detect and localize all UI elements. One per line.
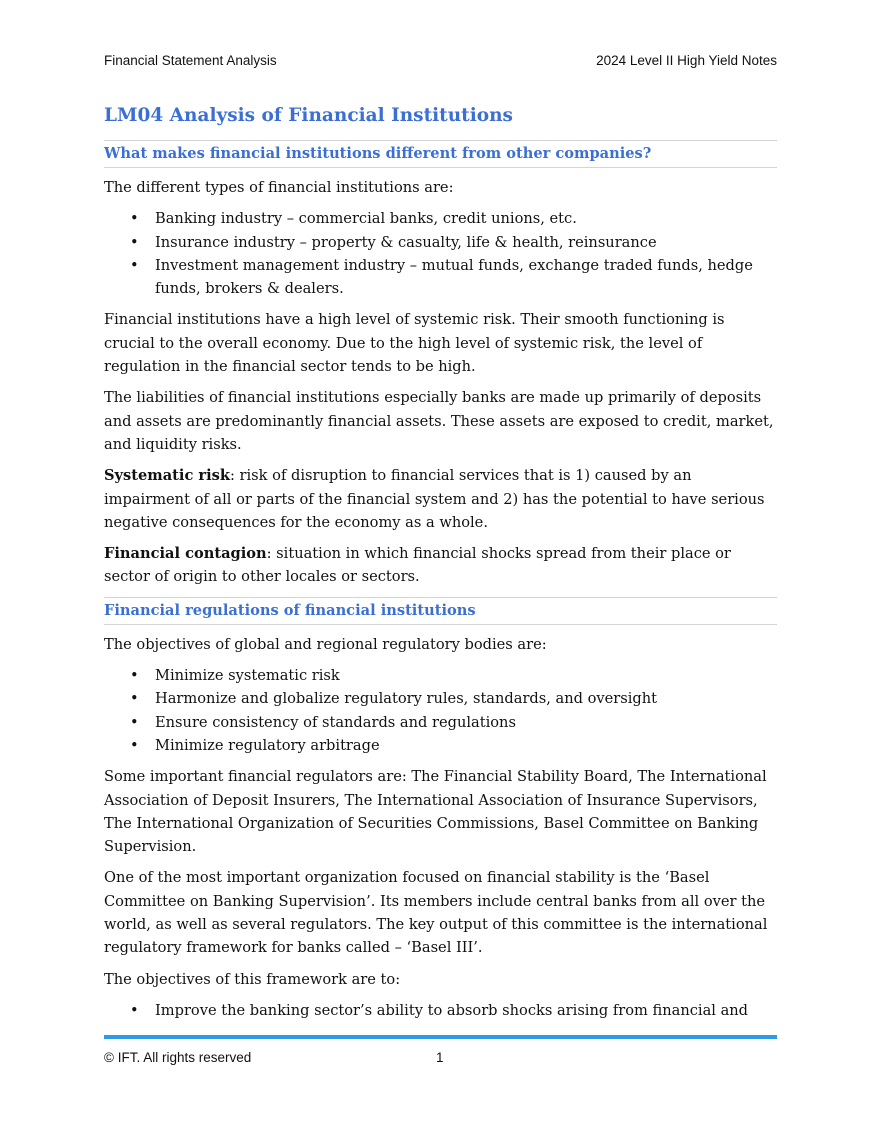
list-item: • Banking industry – commercial banks, credit unions, etc. bbox=[104, 207, 777, 230]
section-heading-differences: What makes financial institutions different from other companies? bbox=[104, 140, 777, 168]
definition-text: : risk of disruption to financial services that is 1) caused by an impairment of all or parts of the financial system and 2) has the potential to have serious negative consequences for the economy as a whole. bbox=[104, 467, 765, 531]
paragraph: One of the most important organization focused on financial stability is the ‘Basel Committee on Banking Supervision’. Its members include central banks from all over the world, as well as several regulators. The key output of this committee is the international regulatory framework for banks called – ‘Basel III’. bbox=[104, 869, 768, 957]
paragraph: Some important financial regulators are: The Financial Stability Board, The International Association of Deposit Insurers, The International Association of Insurance Supervisors, The International Organization of Securities Commissions, Basel Committee on Banking Supervision. bbox=[104, 768, 767, 856]
paragraph: The objectives of global and regional regulatory bodies are: bbox=[104, 635, 547, 653]
section-heading-regulations: Financial regulations of financial institutions bbox=[104, 597, 777, 625]
paragraph: The objectives of this framework are to: bbox=[104, 970, 401, 988]
definition-systematic-risk bbox=[104, 464, 777, 534]
page-number: 1 bbox=[436, 1050, 444, 1065]
definition-term: Systematic risk bbox=[104, 467, 230, 485]
list-item: • Minimize regulatory arbitrage bbox=[104, 734, 777, 757]
document-title: LM04 Analysis of Financial Institutions bbox=[104, 105, 513, 126]
bullet-list-framework-objectives bbox=[104, 999, 777, 1022]
paragraph: The liabilities of financial institutions especially banks are made up primarily of deposits and assets are predominantly financial assets. These assets are exposed to credit, market, and liquidity risks. bbox=[104, 389, 774, 453]
list-item: • Minimize systematic risk bbox=[104, 664, 777, 687]
list-item: • Ensure consistency of standards and regulations bbox=[104, 711, 777, 734]
footer-copyright: © IFT. All rights reserved bbox=[104, 1050, 252, 1065]
definition-financial-contagion bbox=[104, 542, 777, 589]
bullet-list-objectives bbox=[104, 664, 777, 757]
document-body bbox=[104, 102, 777, 1030]
paragraph: Financial institutions have a high level of systemic risk. Their smooth functioning is crucial to the overall economy. Due to the high level of systemic risk, the level of regulation in the financial sector tends to be high. bbox=[104, 311, 725, 376]
header-subject: Financial Statement Analysis bbox=[104, 53, 277, 68]
header-series: 2024 Level II High Yield Notes bbox=[596, 53, 777, 68]
footer-divider bbox=[104, 1035, 777, 1039]
list-item: • Investment management industry – mutual funds, exchange traded funds, hedge funds, brokers & dealers. bbox=[104, 254, 777, 301]
list-item: • Harmonize and globalize regulatory rules, standards, and oversight bbox=[104, 687, 777, 710]
list-item: • Improve the banking sector’s ability to absorb shocks arising from financial and bbox=[104, 999, 777, 1022]
page-header bbox=[104, 53, 777, 68]
list-item: • Insurance industry – property & casualty, life & health, reinsurance bbox=[104, 231, 777, 254]
paragraph: The different types of financial institutions are: bbox=[104, 179, 454, 196]
definition-text: : situation in which financial shocks spread from their place or sector of origin to other locales or sectors. bbox=[104, 545, 731, 586]
bullet-list-institution-types bbox=[104, 207, 777, 300]
definition-term: Financial contagion bbox=[104, 545, 267, 563]
